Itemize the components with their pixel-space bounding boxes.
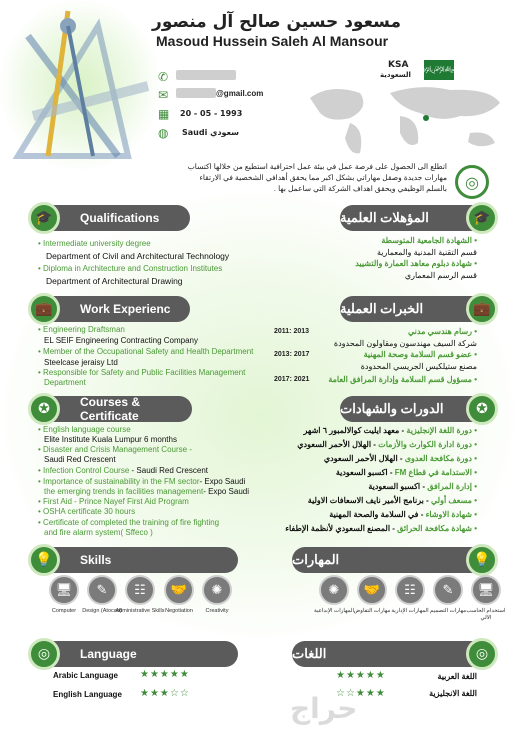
lang-en-1-rating: ★★★★★	[140, 669, 190, 680]
course-en-8-cont: and fire alarm system( Sffeco )	[44, 528, 153, 537]
work-en-1: • Engineering Draftsman	[38, 325, 125, 334]
skills-title-ar: المهارات	[292, 552, 340, 567]
course-en-3: • Infection Control Course - Saudi Red Crescent	[38, 466, 208, 475]
design-icon: ✎	[433, 575, 463, 605]
graduation-cap-icon: 🎓	[466, 202, 498, 234]
course-ar-1: • دورة اللغة الإنجليزية - معهد ايليت كوالالمبور ٦ اشهر	[303, 426, 477, 435]
skills-title-en: Skills	[80, 553, 112, 567]
email-masked	[176, 88, 216, 98]
work-en-1-company: EL SEIF Engineering Contracting Company	[44, 336, 199, 345]
language-title-ar: اللغات	[292, 646, 327, 661]
work-header-en	[42, 296, 190, 322]
haraj-watermark: حراج	[290, 692, 358, 725]
skill-en-5: Creativity	[205, 608, 229, 614]
course-en-8: • Certificate of completed the training of fire fighting	[38, 518, 220, 527]
globe-icon: ◍	[158, 126, 169, 140]
skill-en-4: Negotiation	[165, 608, 193, 614]
course-en-2: • Disaster and Crisis Management Course -	[38, 445, 192, 454]
skill-en-2: Design (Atocad)	[82, 608, 122, 614]
work-ar-2: • عضو قسم السلامة وصحة المهنية	[363, 350, 477, 359]
course-ar-6: • مسعف أولي - برنامج الأمير نايف الاسعافات الاولية	[307, 496, 477, 505]
handshake-icon: 🤝	[357, 575, 387, 605]
qual-en-1-dept: Department of Civil and Architectural Technology	[46, 251, 230, 261]
work-ar-1: • رسام هندسي مدني	[407, 327, 477, 336]
work-date-1: 2011: 2013	[274, 328, 310, 335]
location: Saudi سعودي	[182, 128, 239, 137]
briefcase-icon: 💼	[28, 293, 60, 325]
courses-header-en	[42, 396, 192, 422]
work-date-3: 2017: 2021	[274, 376, 310, 383]
certificate-badge-icon: ✪	[466, 393, 498, 425]
skill-en-3: Administrative Skills	[115, 608, 165, 614]
skill-ar-4: مهارات التفاوض	[353, 608, 391, 614]
qual-ar-2-dept: قسم الرسم المعماري	[404, 271, 477, 280]
work-title-en: Work Experienc	[80, 302, 171, 316]
lang-ar-2-rating: ☆☆★★★	[336, 688, 386, 699]
course-en-2-inst: Saudi Red Crescent	[44, 455, 116, 464]
courses-header-ar	[340, 396, 486, 422]
qualifications-title-ar: المؤهلات العلمية	[340, 210, 429, 225]
course-en-4: • Importance of sustainability in the FM sector- Expo Saudi	[38, 477, 246, 486]
course-ar-3: • دورة مكافحة العدوى - الهلال الأحمر السعودي	[323, 454, 477, 463]
work-en-3-cont: Department	[44, 378, 86, 387]
objective-line-2: مهارات جديدة وصقل مهاراتي بشكل اكبر مما يحقق أهدافي الشخصية في الارتقاء	[199, 173, 447, 182]
skills-header-ar	[292, 547, 486, 573]
qual-en-2: • Diploma in Architecture and Construction Institutes	[38, 264, 223, 273]
language-header-ar	[292, 641, 486, 667]
lightbulb-icon: 💡	[466, 544, 498, 576]
lang-ar-1: اللغة العربية	[437, 672, 477, 681]
admin-icon: ☷	[395, 575, 425, 605]
course-en-5: the emerging trends in facilities management- Expo Saudi	[44, 487, 250, 496]
course-ar-5: • إدارة المرافق - اكسبو السعودية	[368, 482, 477, 491]
name-english: Masoud Hussein Saleh Al Mansour	[156, 33, 389, 49]
lang-en-2: English Language	[53, 690, 122, 699]
qual-ar-1-dept: قسم التقنية المدنية والمعمارية	[376, 248, 477, 257]
course-en-1: • English language course	[38, 425, 131, 434]
country-arabic: السعودية	[380, 71, 411, 79]
language-globe-icon: ◎	[466, 638, 498, 670]
qualifications-title-en: Qualifications	[80, 211, 160, 225]
world-map-image	[300, 78, 510, 160]
objective-line-3: بالسلم الوظيفي ويحقق اهداف الشركة التي ساعمل بها .	[273, 184, 447, 193]
work-title-ar: الخبرات العملية	[340, 301, 424, 316]
qual-en-2-dept: Department of Architectural Drawing	[46, 276, 183, 286]
course-ar-8: • شهادة مكافحة الحرائق - المصنع السعودي لأنظمة الإطفاء	[285, 524, 477, 533]
admin-icon: ☷	[125, 575, 155, 605]
lang-en-1: Arabic Language	[53, 671, 118, 680]
creativity-icon: ✺	[202, 575, 232, 605]
skill-en-1: Computer	[51, 608, 77, 614]
lang-ar-1-rating: ★★★★★	[336, 670, 386, 681]
calendar-icon: ▦	[158, 107, 170, 121]
work-ar-3: • مسؤول قسم السلامة وإدارة المرافق العامة	[328, 375, 477, 384]
lightbulb-icon: 💡	[28, 544, 60, 576]
qualifications-header-en	[42, 205, 190, 231]
birth-date: 20 - 05 - 1993	[180, 109, 243, 118]
saudi-flag-icon: ﷽	[424, 60, 454, 80]
handshake-icon: 🤝	[164, 575, 194, 605]
language-title-en: Language	[80, 647, 137, 661]
work-header-ar	[340, 296, 486, 322]
courses-title-en: Courses & Certificate	[80, 395, 141, 423]
language-globe-icon: ◎	[28, 638, 60, 670]
design-icon: ✎	[87, 575, 117, 605]
objective-line-1: اتطلع الى الحصول على فرصة عمل في بيئة عمل احترافية استطيع من خلالها اكتساب	[187, 162, 447, 171]
graduation-cap-icon: 🎓	[28, 202, 60, 234]
course-ar-2: • دورة ادارة الكوارث والأزمات - الهلال الأحمر السعودي	[297, 440, 477, 449]
work-en-2: • Member of the Occupational Safety and Health Department	[38, 347, 254, 356]
work-date-2: 2013: 2017	[274, 351, 310, 358]
skill-ar-3: المهارات الإدارية	[391, 608, 429, 614]
target-icon: ◎	[455, 165, 489, 199]
qualifications-header-ar	[340, 205, 486, 231]
work-en-2-company: Steelcase jeraisy Ltd	[44, 358, 118, 367]
course-en-6: • First Aid - Prince Nayef First Aid Program	[38, 497, 189, 506]
phone-icon: ✆	[158, 70, 169, 84]
course-en-1-inst: Elite Institute Kuala Lumpur 6 months	[44, 435, 177, 444]
qual-en-1: • Intermediate university degree	[38, 239, 151, 248]
skill-ar-1: استخدام الحاسب الالي	[466, 608, 506, 621]
name-arabic: مسعود حسين صالح آل منصور	[152, 12, 401, 32]
certificate-badge-icon: ✪	[28, 393, 60, 425]
country-code: KSA	[388, 60, 409, 70]
courses-title-ar: الدورات والشهادات	[340, 401, 444, 416]
qual-ar-1: • الشهادة الجامعية المتوسطة	[381, 236, 477, 245]
briefcase-icon: 💼	[466, 293, 498, 325]
computer-icon: 🖥	[49, 575, 79, 605]
email-icon: ✉	[158, 88, 169, 102]
course-ar-7: • شهادة الاوشاء - في السلامة والصحة المهنية	[329, 510, 477, 519]
email-text: @gmail.com	[216, 89, 264, 98]
skill-ar-5: المهارات الإبداعية	[314, 608, 354, 614]
work-ar-2-company: مصنع ستيلكيس الجريسي المحدودة	[360, 362, 477, 371]
course-en-7: • OSHA certificate 30 hours	[38, 507, 136, 516]
qual-ar-2: • شهادة دبلوم معاهد العمارة والتشييد	[355, 259, 477, 268]
phone-masked	[176, 70, 236, 80]
skills-header-en	[42, 547, 238, 573]
course-ar-4: • الاستدامة في قطاع FM - اكسبو السعودية	[335, 468, 477, 477]
language-header-en	[42, 641, 238, 667]
work-ar-1-company: شركة السيف مهندسون ومقاولون المحدودة	[333, 339, 477, 348]
work-en-3: • Responsible for Safety and Public Facilities Management	[38, 368, 246, 377]
skill-ar-2: مهارات التصميم	[429, 608, 467, 614]
drafting-tools-illustration	[8, 6, 158, 166]
lang-en-2-rating: ★★★☆☆	[140, 688, 190, 699]
computer-icon: 🖥	[471, 575, 501, 605]
creativity-icon: ✺	[319, 575, 349, 605]
lang-ar-2: اللغة الانجليزية	[429, 689, 477, 698]
